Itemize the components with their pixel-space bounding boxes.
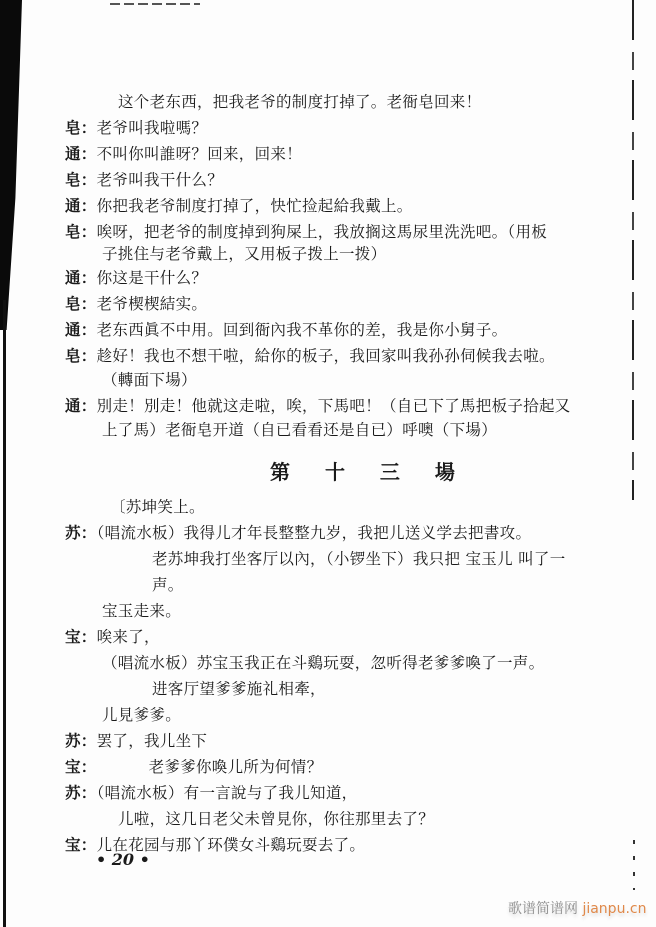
line-text: 老爷叫我啦嗎？ (96, 119, 208, 137)
dialogue-line (65, 783, 357, 803)
line-text: 唉来了， (96, 628, 160, 646)
line-text: 儿在花园与那丫环僕女斗鷄玩耍去了。 (96, 836, 366, 854)
dialogue-line (118, 92, 481, 112)
dialogue-line (102, 653, 544, 673)
speaker-label: 通： (65, 196, 97, 215)
binding-edge-line (3, 300, 6, 927)
line-text: 进客厅望爹爹施礼相牽， (152, 680, 326, 698)
dialogue-line (102, 370, 197, 390)
line-text: 宝玉走来。 (102, 602, 182, 620)
line-text: 声。 (152, 576, 184, 594)
dialogue-line (65, 170, 223, 190)
line-text: 不叫你叫誰呀？回来，回来！ (96, 145, 303, 163)
line-text: 罢了，我儿坐下 (96, 732, 208, 750)
dialogue-line (65, 144, 302, 164)
dialogue-line (102, 244, 386, 264)
line-text: 老爷楔楔結实。 (96, 295, 208, 313)
line-text: 这个老东西，把我老爷的制度打掉了。老衙皂回来！ (118, 93, 482, 111)
speaker-label: 苏： (65, 523, 97, 542)
speaker-label: 宝： (65, 757, 97, 776)
dialogue-line (102, 601, 181, 621)
dialogue-line (118, 809, 434, 829)
line-text: 老东西眞不中用。回到衙內我不革你的差，我是你小舅子。 (96, 321, 508, 339)
line-text: 子挑住与老爷戴上，又用板子拨上一拨） (102, 245, 387, 263)
dialogue-line (65, 118, 207, 138)
watermark-en: jianpu.cn (582, 901, 647, 917)
speaker-label: 皂： (65, 294, 97, 313)
dialogue-line (65, 627, 160, 647)
speaker-label: 苏： (65, 783, 97, 802)
dialogue-line (65, 196, 413, 216)
line-text: 〔苏坤笑上。 (110, 498, 205, 516)
line-text: 你这是干什么？ (96, 269, 208, 287)
line-text: （唱流水板）我得儿才年長整整九岁，我把儿送义学去把書攻。 (96, 524, 532, 542)
watermark-cn: 歌谱简谱网 (508, 901, 578, 917)
dialogue-line (110, 497, 205, 517)
dialogue-line (152, 575, 184, 595)
speaker-label: 通： (65, 144, 97, 163)
speaker-label: 通： (65, 396, 97, 415)
watermark (508, 898, 646, 918)
line-text: 儿啦，这几日老父未曾見你，你往那里去了？ (118, 810, 435, 828)
dialogue-line (65, 757, 322, 777)
line-text: 唉呀，把老爷的制度掉到狗屎上，我放搁这馬尿里洗洗吧。（用板 (96, 223, 548, 241)
page-number: • 20 • (96, 850, 150, 869)
line-text: 別走！別走！他就这走啦，唉，下馬吧！（自已下了馬把板子拾起又 (96, 397, 571, 415)
dialogue-line (65, 396, 571, 416)
dialogue-line (65, 731, 207, 751)
dialogue-line (65, 346, 555, 366)
dialogue-line (65, 268, 207, 288)
dialogue-line (65, 222, 547, 242)
line-text: （轉面下場） (102, 371, 197, 389)
dialogue-line (102, 420, 497, 440)
right-margin-line (632, 0, 634, 500)
dialogue-line (102, 705, 181, 725)
line-text: （唱流水板）有一言說与了我儿知道， (96, 784, 358, 802)
dialogue-line (65, 523, 531, 543)
line-text: 趁好！我也不想干啦，給你的板子，我回家叫我孙孙伺候我去啦。 (96, 347, 555, 365)
speaker-label: 宝： (65, 627, 97, 646)
speaker-label: 皂： (65, 346, 97, 365)
binding-shadow (0, 0, 22, 330)
right-margin-dots (633, 840, 635, 890)
speaker-label: 宝： (65, 835, 97, 854)
dialogue-line (65, 294, 207, 314)
dialogue-line (152, 679, 326, 699)
speaker-label: 皂： (65, 118, 97, 137)
speaker-label: 通： (65, 268, 97, 287)
line-text: （唱流水板）苏宝玉我正在斗鷄玩耍，忽听得老爹爹喚了一声。 (102, 654, 545, 672)
top-scan-marks (110, 3, 200, 5)
line-text: 儿見爹爹。 (102, 706, 182, 724)
line-text: 老苏坤我打坐客厅以內，（小锣坐下）我只把 宝玉儿 叫了一 (152, 550, 566, 568)
line-text: 老爹爹你喚儿所为何情？ (148, 758, 323, 776)
dialogue-line (152, 549, 566, 569)
line-text: 上了馬）老衙皂开道（自已看看还是自已）呼噢（下場） (102, 421, 498, 439)
line-text: 你把我老爷制度打掉了，快忙捡起給我戴上。 (96, 197, 413, 215)
speaker-label: 皂： (65, 222, 97, 241)
dialogue-line (65, 320, 507, 340)
line-text: 老爷叫我干什么？ (96, 171, 224, 189)
scene-title: 第 十 三 場 (270, 460, 469, 484)
speaker-label: 皂： (65, 170, 97, 189)
speaker-label: 苏： (65, 731, 97, 750)
speaker-label: 通： (65, 320, 97, 339)
